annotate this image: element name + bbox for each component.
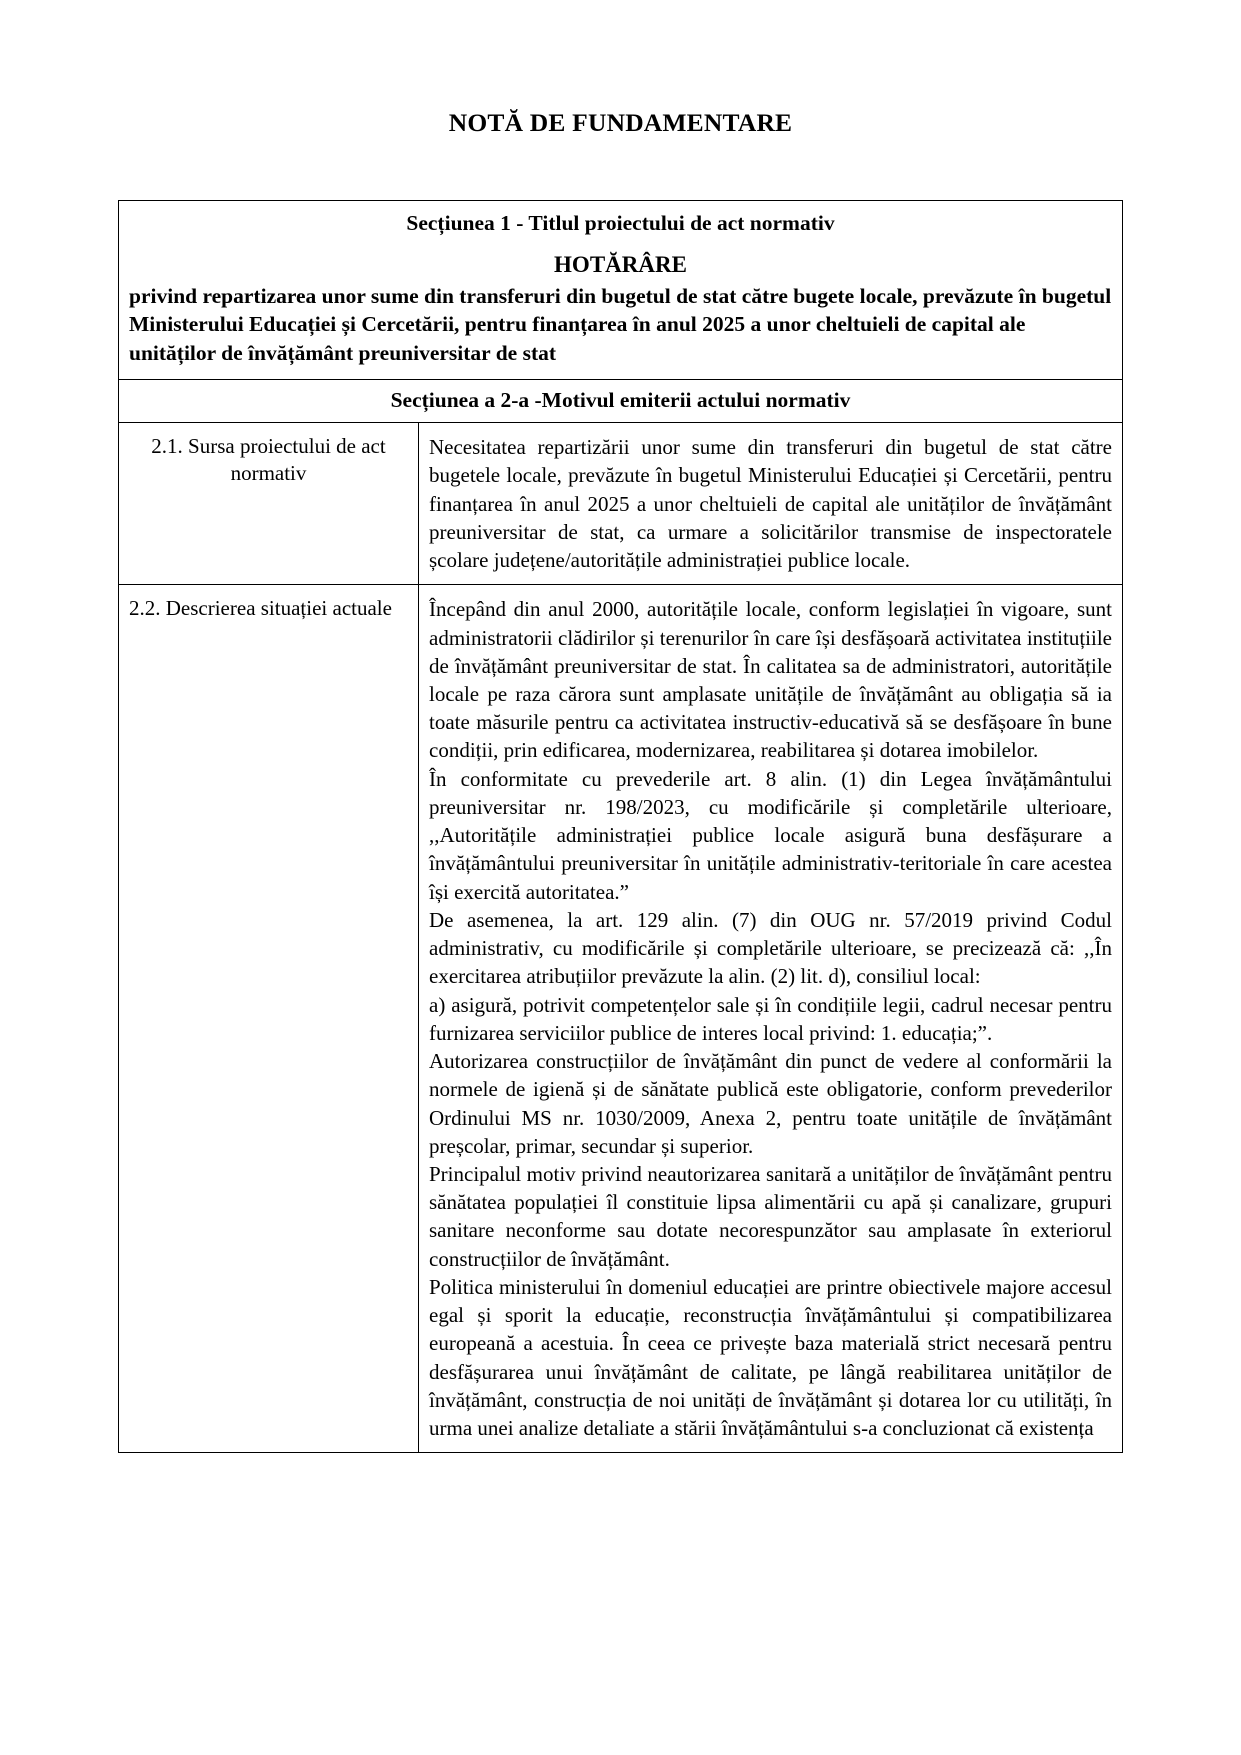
table-row bbox=[119, 201, 1123, 380]
page-title: NOTĂ DE FUNDAMENTARE bbox=[448, 108, 793, 137]
row-text-2-1: Necesitatea repartizării unor sume din transferuri din bugetul de stat către bugetele locale, prevăzute în bugetul Ministerului Educației și Cercetării, pentru finanțarea în anul 2025 a unor cheltuieli de capital ale unităților de învățământ preuniversitar de stat, ca urmare a solicitărilor transmise de inspectoratele școlare județene/autoritățile administrației publice locale. bbox=[419, 423, 1123, 585]
paragraph: De asemenea, la art. 129 alin. (7) din OUG nr. 57/2019 privind Codul administrativ, cu modificările și completările ulterioare, se precizează că: ,,În exercitarea atribuțiilor prevăzute la alin. (2) lit. d), consiliul local: bbox=[429, 907, 1112, 989]
section-1-cell bbox=[119, 201, 1123, 380]
paragraph: În conformitate cu prevederile art. 8 alin. (1) din Legea învățământului preuniversitar nr. 198/2023, cu modificările și completările ulterioare, ,,Autoritățile administrației publice locale asigură buna desfășurare a învățământului preuniversitar în unitățile administrativ-teritoriale în care acestea își exercită autoritatea.” bbox=[429, 766, 1112, 904]
paragraph: Autorizarea construcțiilor de învățământ din punct de vedere al conformării la normele de igienă și de sănătate publică este obligatorie, conform prevederilor Ordinului MS nr. 1030/2009, Anexa 2, pentru toate unitățile de învățământ preșcolar, primar, secundar și superior. bbox=[429, 1049, 1112, 1158]
row-text-2-2 bbox=[419, 585, 1123, 1453]
section-1-heading: Secțiunea 1 - Titlul proiectului de act normativ bbox=[406, 211, 835, 235]
row-label-2-2: 2.2. Descrierea situației actuale bbox=[119, 585, 419, 1453]
act-title: privind repartizarea unor sume din transferuri din bugetul de stat către bugete locale, prevăzute în bugetul Ministerului Educației și Cercetării, pentru finanțarea în anul 2025 a unor cheltuieli de capital ale unităților de învățământ preuniversitar de stat bbox=[129, 284, 1112, 365]
act-type: HOTĂRÂRE bbox=[554, 252, 687, 277]
table-row bbox=[119, 585, 1123, 1453]
paragraph: Politica ministerului în domeniul educației are printre obiectivele majore accesul egal și sporit la educație, reconstrucția învățământului și compatibilizarea europeană a acestuia. În ceea ce privește baza materială strict necesară pentru desfășurarea unui învățământ de calitate, pe lângă reabilitarea unităților de învățământ, construcția de noi unități de învățământ și dotarea lor cu utilități, în urma unei analize detaliate a stării învățământului s-a concluzionat că existența bbox=[429, 1274, 1112, 1441]
table-row bbox=[119, 380, 1123, 423]
paragraph: a) asigură, potrivit competențelor sale și în condițiile legii, cadrul necesar pentru furnizarea serviciilor publice de interes local privind: 1. educația;”. bbox=[429, 992, 1112, 1045]
paragraph: Începând din anul 2000, autoritățile locale, conform legislației în vigoare, sunt administratorii clădirilor și terenurilor în care își desfășoară activitatea instituțiile de învățământ preuniversitar de stat. În calitatea sa de administratori, autoritățile locale pe raza cărora sunt amplasate unitățile de învățământ au obligația să ia toate măsurile pentru ca activitatea instructiv-educativă să se desfășoare în bune condiții, prin edificarea, modernizarea, reabilitarea și dotarea imobilelor. bbox=[429, 597, 1112, 763]
table-row bbox=[119, 423, 1123, 585]
paragraph: Principalul motiv privind neautorizarea sanitară a unităților de învățământ pentru sănătatea populației îl constituie lipsa alimentării cu apă și canalizare, grupuri sanitare neconforme sau dotate necorespunzător sau amplasate în exteriorul construcțiilor de învățământ. bbox=[429, 1161, 1112, 1271]
row-label-2-1: 2.1. Sursa proiectului de act normativ bbox=[119, 423, 419, 585]
section-2-heading-cell: Secțiunea a 2-a -Motivul emiterii actului normativ bbox=[119, 380, 1123, 423]
fundamentation-note-table bbox=[118, 200, 1123, 1453]
